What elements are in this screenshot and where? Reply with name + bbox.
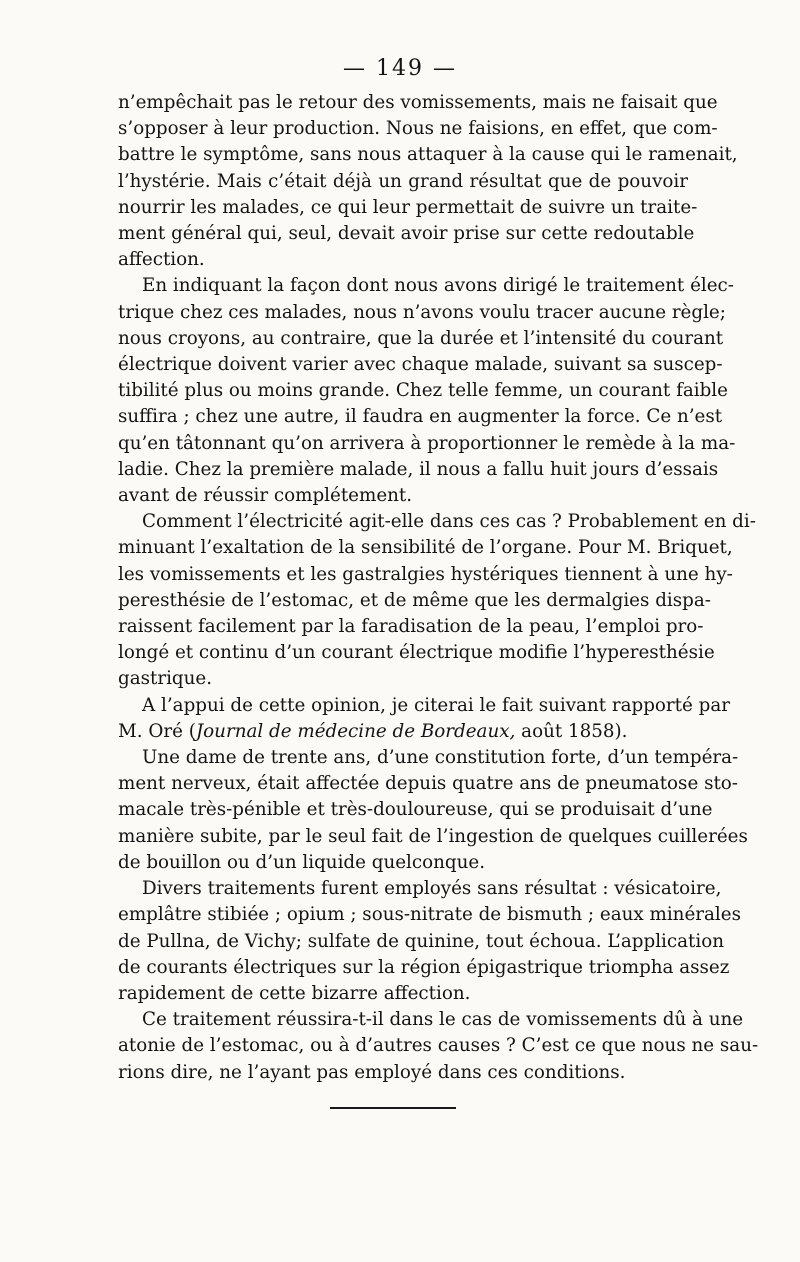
paragraph — [118, 1007, 759, 1086]
page-number: — 149 — — [343, 56, 457, 81]
citation-suffix: août 1858). — [515, 720, 628, 742]
section-separator — [330, 1107, 456, 1109]
journal-title: Journal de médecine de Bordeaux, — [195, 720, 516, 742]
paragraph — [118, 90, 738, 273]
text-line: ladie. Chez la première malade, il nous a fallu huit jours d’essais — [118, 458, 719, 480]
text-line: n’empêchait pas le retour des vomissements, mais ne faisait que — [118, 92, 718, 113]
text-line: électrique doivent varier avec chaque malade, suivant sa suscep- — [118, 354, 723, 376]
text-line: peresthésie de l’estomac, et de même que les dermalgies dispa- — [118, 589, 711, 611]
body-text — [118, 90, 759, 1086]
text-line: tibilité plus ou moins grande. Chez telle femme, un courant faible — [118, 380, 728, 402]
text-line: Comment l’électricité agit-elle dans ces cas ? Probablement en di- — [142, 511, 756, 533]
text-line: ment nerveux, était affectée depuis quatre ans de pneumatose sto- — [118, 773, 738, 795]
text-line: macale très-pénible et très-douloureuse, qui se produisait d’une — [118, 799, 713, 821]
text-line: trique chez ces malades, nous n’avons voulu tracer aucune règle; — [118, 301, 726, 323]
text-line: qu’en tâtonnant qu’on arrivera à proportionner le remède à la ma- — [118, 432, 736, 454]
text-line: nourrir les malades, ce qui leur permettait de suivre un traite- — [118, 196, 698, 218]
paragraph — [118, 876, 741, 1007]
text-line: longé et continu d’un courant électrique modifie l’hyperesthésie — [118, 642, 715, 664]
text-line: En indiquant la façon dont nous avons dirigé le traitement élec- — [142, 275, 734, 297]
text-line: A l’appui de cette opinion, je citerai le fait suivant rapporté par — [142, 694, 730, 716]
text-line: de courants électriques sur la région épigastrique triompha assez — [118, 956, 730, 978]
paragraph — [118, 509, 756, 692]
text-line: raissent facilement par la faradisation de la peau, l’emploi pro- — [118, 616, 704, 638]
paragraph — [118, 693, 730, 745]
text-line: gastrique. — [118, 668, 213, 690]
text-line: avant de réussir complétement. — [118, 485, 413, 507]
text-line: battre le symptôme, sans nous attaquer à la cause qui le ramenait, — [118, 144, 738, 166]
text-line: de bouillon ou d’un liquide quelconque. — [118, 851, 486, 873]
text-line: affection. — [118, 249, 205, 271]
text-line: de Pullna, de Vichy; sulfate de quinine, tout échoua. L’application — [118, 930, 724, 952]
text-line: rapidement de cette bizarre affection. — [118, 982, 471, 1004]
text-line: nous croyons, au contraire, que la durée et l’intensité du courant — [118, 327, 724, 349]
text-line: Divers traitements furent employés sans résultat : vésicatoire, — [142, 878, 722, 900]
citation-prefix: M. Oré ( — [118, 720, 196, 742]
text-line: l’hystérie. Mais c’était déjà un grand résultat que de pouvoir — [118, 170, 688, 192]
text-line: Ce traitement réussira-t-il dans le cas de vomissements dû à une — [142, 1009, 744, 1031]
text-line: manière subite, par le seul fait de l’ingestion de quelques cuillerées — [118, 825, 748, 847]
text-line: rions dire, ne l’ayant pas employé dans ces conditions. — [118, 1061, 626, 1083]
text-line: emplâtre stibiée ; opium ; sous-nitrate de bismuth ; eaux minérales — [118, 904, 741, 926]
text-line: suffira ; chez une autre, il faudra en augmenter la force. Ce n’est — [118, 406, 723, 428]
text-line: les vomissements et les gastralgies hystériques tiennent à une hy- — [118, 563, 733, 585]
paragraph — [118, 273, 736, 509]
paragraph — [118, 745, 748, 876]
text-line: ment général qui, seul, devait avoir prise sur cette redoutable — [118, 223, 695, 245]
text-line: Une dame de trente ans, d’une constitution forte, d’un tempéra- — [142, 747, 739, 769]
text-line: atonie de l’estomac, ou à d’autres causes ? C’est ce que nous ne sau- — [118, 1035, 759, 1057]
text-line: s’opposer à leur production. Nous ne faisions, en effet, que com- — [118, 118, 718, 140]
citation-line — [118, 719, 688, 745]
text-line: minuant l’exaltation de la sensibilité de l’organe. Pour M. Briquet, — [118, 537, 733, 559]
